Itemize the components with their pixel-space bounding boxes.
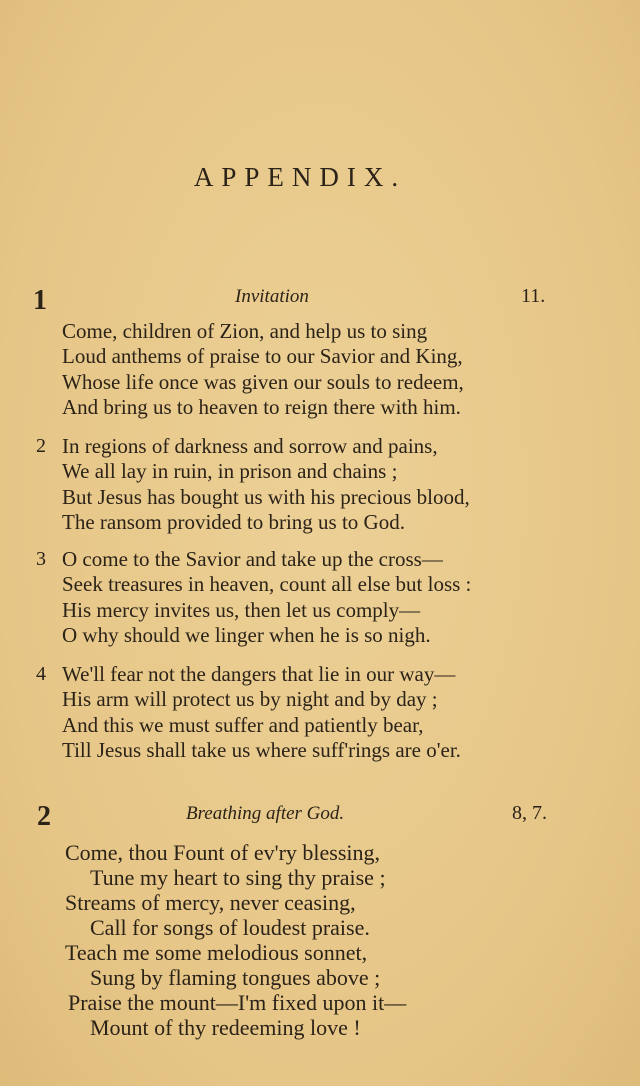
verse-line: In regions of darkness and sorrow and pains,	[62, 434, 438, 458]
verse-line: Teach me some melodious sonnet,	[65, 940, 368, 965]
verse-line: Call for songs of loudest praise.	[90, 915, 370, 940]
hymn-title: Breathing after God.	[186, 803, 345, 824]
verse-line: Come, children of Zion, and help us to sing	[62, 319, 428, 343]
verse-line: His arm will protect us by night and by day ;	[62, 687, 438, 712]
verse-line: Come, thou Fount of ev'ry blessing,	[65, 840, 381, 865]
verse	[65, 840, 406, 1040]
verse-line: His mercy invites us, then let us comply—	[62, 597, 421, 622]
verse	[36, 547, 472, 648]
verse-number: 3	[36, 548, 46, 570]
verse-line: Till Jesus shall take us where suff'rings are o'er.	[62, 737, 461, 762]
verse-line: And bring us to heaven to reign there with him.	[62, 394, 461, 419]
verse-line: Sung by flaming tongues above ;	[90, 965, 381, 990]
verse-line: Streams of mercy, never ceasing,	[65, 890, 356, 915]
hymn-meter: 8, 7.	[512, 802, 547, 824]
hymn-title: Invitation	[235, 286, 309, 307]
verse-line: We all lay in ruin, in prison and chains ;	[62, 459, 398, 484]
verse-line: Seek treasures in heaven, count all else but loss :	[62, 572, 472, 597]
verse-line: Mount of thy redeeming love !	[90, 1015, 361, 1040]
verse-line: Praise the mount—I'm fixed upon it—	[68, 990, 407, 1015]
verse-line: Loud anthems of praise to our Savior and King,	[62, 344, 463, 369]
hymn-number: 1	[33, 285, 47, 316]
verse-line: We'll fear not the dangers that lie in our way—	[62, 662, 456, 686]
verse-line: Whose life once was given our souls to redeem,	[62, 369, 464, 394]
verse	[62, 319, 464, 420]
verse	[36, 434, 470, 535]
verse-line: O come to the Savior and take up the cross—	[62, 547, 443, 571]
verse-line: O why should we linger when he is so nigh.	[62, 622, 431, 647]
page-title: APPENDIX.	[193, 162, 407, 192]
verse-line: Tune my heart to sing thy praise ;	[90, 865, 386, 890]
verse-line: But Jesus has bought us with his precious blood,	[62, 484, 470, 509]
verse-number: 2	[36, 435, 46, 457]
hymn-number: 2	[37, 801, 51, 832]
verse-number: 4	[36, 663, 46, 685]
hymn-meter: 11.	[521, 285, 546, 307]
verse-line: And this we must suffer and patiently bear,	[62, 712, 424, 737]
verse-line: The ransom provided to bring us to God.	[62, 509, 405, 534]
verse	[36, 662, 461, 763]
